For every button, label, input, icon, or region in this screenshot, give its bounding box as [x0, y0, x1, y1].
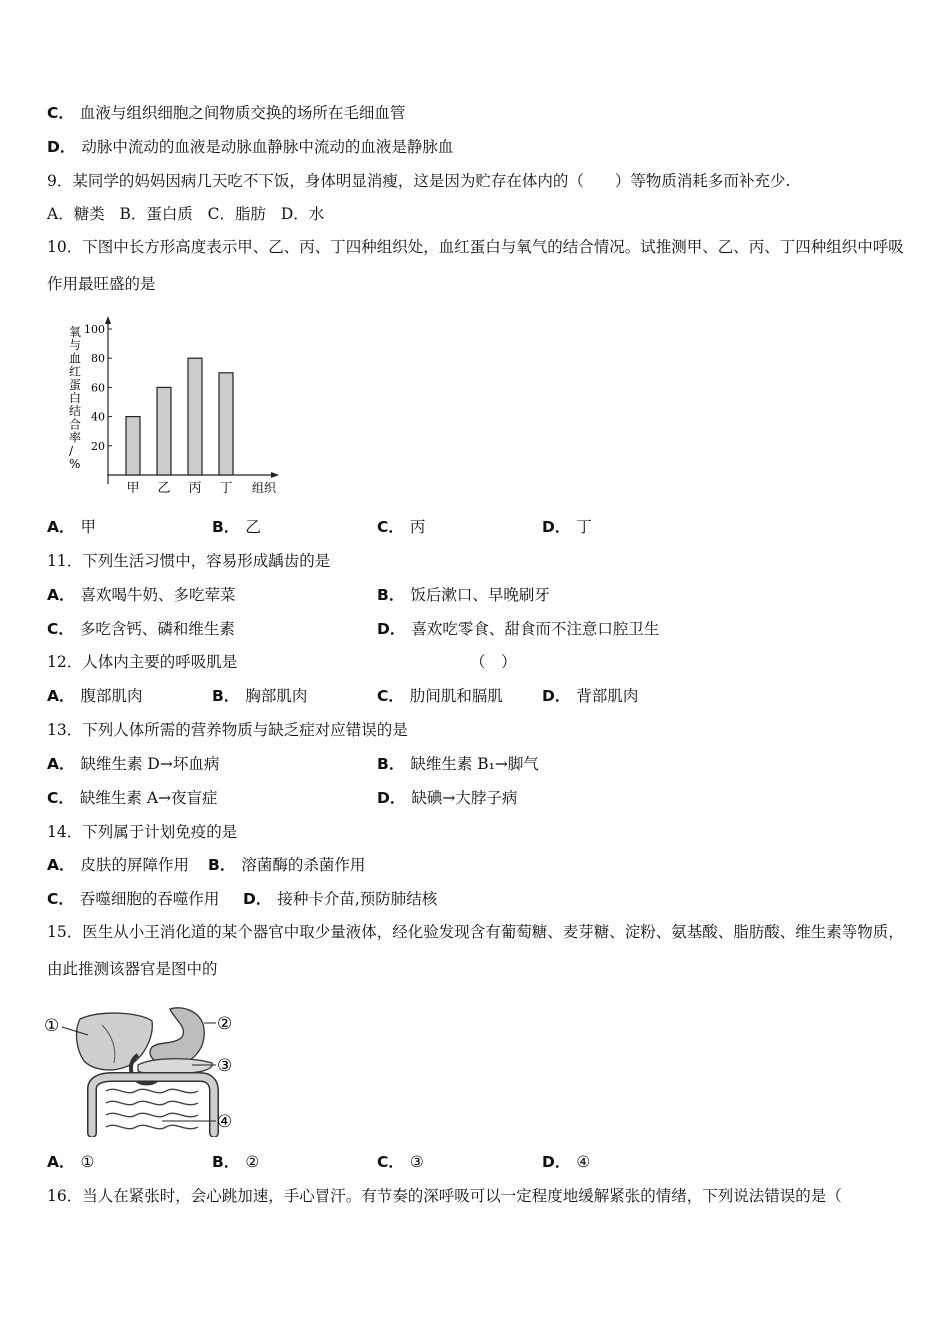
q15-option-d: D． ④ [542, 1153, 591, 1171]
y-axis-arrow [105, 316, 111, 324]
digestive-system-figure [42, 1005, 242, 1137]
x-tick-label: 丙 [188, 481, 202, 496]
q9-option-c: C．脂肪 [207, 205, 267, 223]
q14-option-d: D． 接种卡介苗,预防肺结核 [243, 890, 438, 908]
option-c-prev: C． 血液与组织细胞之间物质交换的场所在毛细血管 [47, 104, 406, 122]
x-axis-arrow [271, 472, 279, 478]
x-tick-label: 甲 [126, 481, 140, 496]
q11-option-c: C． 多吃含钙、磷和维生素 [47, 620, 235, 638]
q15-option-c: C． ③ [377, 1153, 424, 1171]
q9-option-a: A．糖类 [47, 205, 105, 223]
q13-option-b: B． 缺维生素 B₁→脚气 [377, 755, 539, 773]
y-label-char: 白 [69, 391, 82, 405]
x-tick-label: 乙 [157, 481, 171, 496]
figure-label-3: ③ [217, 1056, 233, 1076]
question-11-stem: 11．下列生活习惯中，容易形成龋齿的是 [47, 552, 331, 570]
y-label-char: 血 [69, 351, 82, 366]
x-axis-label: 组织 [252, 481, 277, 495]
q12-option-c: C． 肋间肌和膈肌 [377, 687, 503, 705]
figure-label-1: ① [44, 1016, 60, 1036]
y-label-char: 率 [69, 430, 82, 445]
y-axis-label [69, 325, 81, 471]
oxygen-binding-bar-chart [62, 314, 282, 500]
q12-option-b: B． 胸部肌肉 [212, 687, 308, 705]
y-label-char: 结 [69, 404, 82, 419]
y-label-char: 氧 [69, 325, 82, 339]
bar-丁 [219, 373, 233, 475]
q11-option-d: D． 喜欢吃零食、甜食而不注意口腔卫生 [377, 620, 660, 638]
question-13-stem: 13．下列人体所需的营养物质与缺乏症对应错误的是 [47, 721, 408, 739]
y-label-char: % [69, 457, 81, 471]
q10-option-c: C． 丙 [377, 518, 426, 536]
q10-option-b: B． 乙 [212, 518, 261, 536]
question-14-stem: 14．下列属于计划免疫的是 [47, 823, 238, 841]
stomach-shape [150, 1008, 204, 1065]
bar-甲 [126, 417, 140, 475]
q13-option-d: D． 缺碘→大脖子病 [377, 789, 518, 807]
q10-option-d: D． 丁 [542, 518, 592, 536]
question-10-stem: 10．下图中长方形高度表示甲、乙、丙、丁四种组织处，血红蛋白与氧气的结合情况。试推测甲、乙、丙、丁四种组织中呼吸作用最旺盛的是 [47, 238, 904, 293]
y-tick-label: 80 [91, 352, 105, 366]
q10-option-a: A． 甲 [47, 518, 97, 536]
figure-label-4: ④ [217, 1112, 233, 1132]
question-12-stem: 12．人体内主要的呼吸肌是 [47, 653, 238, 671]
y-label-char: 红 [69, 364, 82, 379]
q13-option-a: A． 缺维生素 D→坏血病 [47, 755, 220, 773]
y-label-char: / [69, 443, 74, 458]
y-tick-label: 20 [91, 439, 105, 453]
q15-option-b: B． ② [212, 1153, 260, 1171]
question-16-stem: 16．当人在紧张时，会心跳加速，手心冒汗。有节奏的深呼吸可以一定程度地缓解紧张的情绪，下列说法错误的是（ [47, 1187, 842, 1205]
q14-option-c: C． 吞噬细胞的吞噬作用 [47, 890, 220, 908]
y-label-char: 合 [69, 417, 82, 432]
pancreas-shape [138, 1059, 212, 1074]
question-15-stem: 15．医生从小王消化道的某个器官中取少量液体，经化验发现含有葡萄糖、麦芽糖、淀粉、氨基酸、脂肪酸、维生素等物质，由此推测该器官是图中的 [47, 923, 904, 978]
y-label-char: 蛋 [69, 377, 82, 392]
question-9-options [47, 204, 324, 224]
q11-option-b: B． 饭后漱口、早晚刷牙 [377, 586, 550, 604]
q12-option-d: D． 背部肌肉 [542, 687, 639, 705]
y-tick-label: 100 [84, 323, 105, 336]
q9-option-d: D．水 [280, 205, 325, 223]
large-intestine-shape [92, 1077, 214, 1133]
q13-option-c: C． 缺维生素 A→夜盲症 [47, 789, 218, 807]
q14-option-a: A． 皮肤的屏障作用 [47, 856, 190, 874]
q15-option-a: A． ① [47, 1153, 95, 1171]
bar-丙 [188, 358, 202, 475]
bar-乙 [157, 387, 171, 475]
y-tick-label: 60 [91, 381, 105, 395]
x-tick-label: 丁 [219, 481, 233, 496]
q9-option-b: B．蛋白质 [119, 205, 193, 223]
q11-option-a: A． 喜欢喝牛奶、多吃荤菜 [47, 586, 236, 604]
y-label-char: 与 [69, 338, 82, 353]
q12-answer-paren: （ ） [470, 653, 517, 671]
option-d-prev: D． 动脉中流动的血液是动脉血静脉中流动的血液是静脉血 [47, 138, 454, 156]
figure-label-2: ② [217, 1014, 233, 1034]
y-tick-label: 40 [91, 410, 105, 424]
question-9-stem: 9．某同学的妈妈因病几天吃不下饭，身体明显消瘦，这是因为贮存在体内的（ ）等物质消耗多而补充少. [47, 172, 791, 190]
q14-option-b: B． 溶菌酶的杀菌作用 [208, 856, 366, 874]
q12-option-a: A． 腹部肌肉 [47, 687, 143, 705]
small-intestine-shape [106, 1089, 198, 1128]
